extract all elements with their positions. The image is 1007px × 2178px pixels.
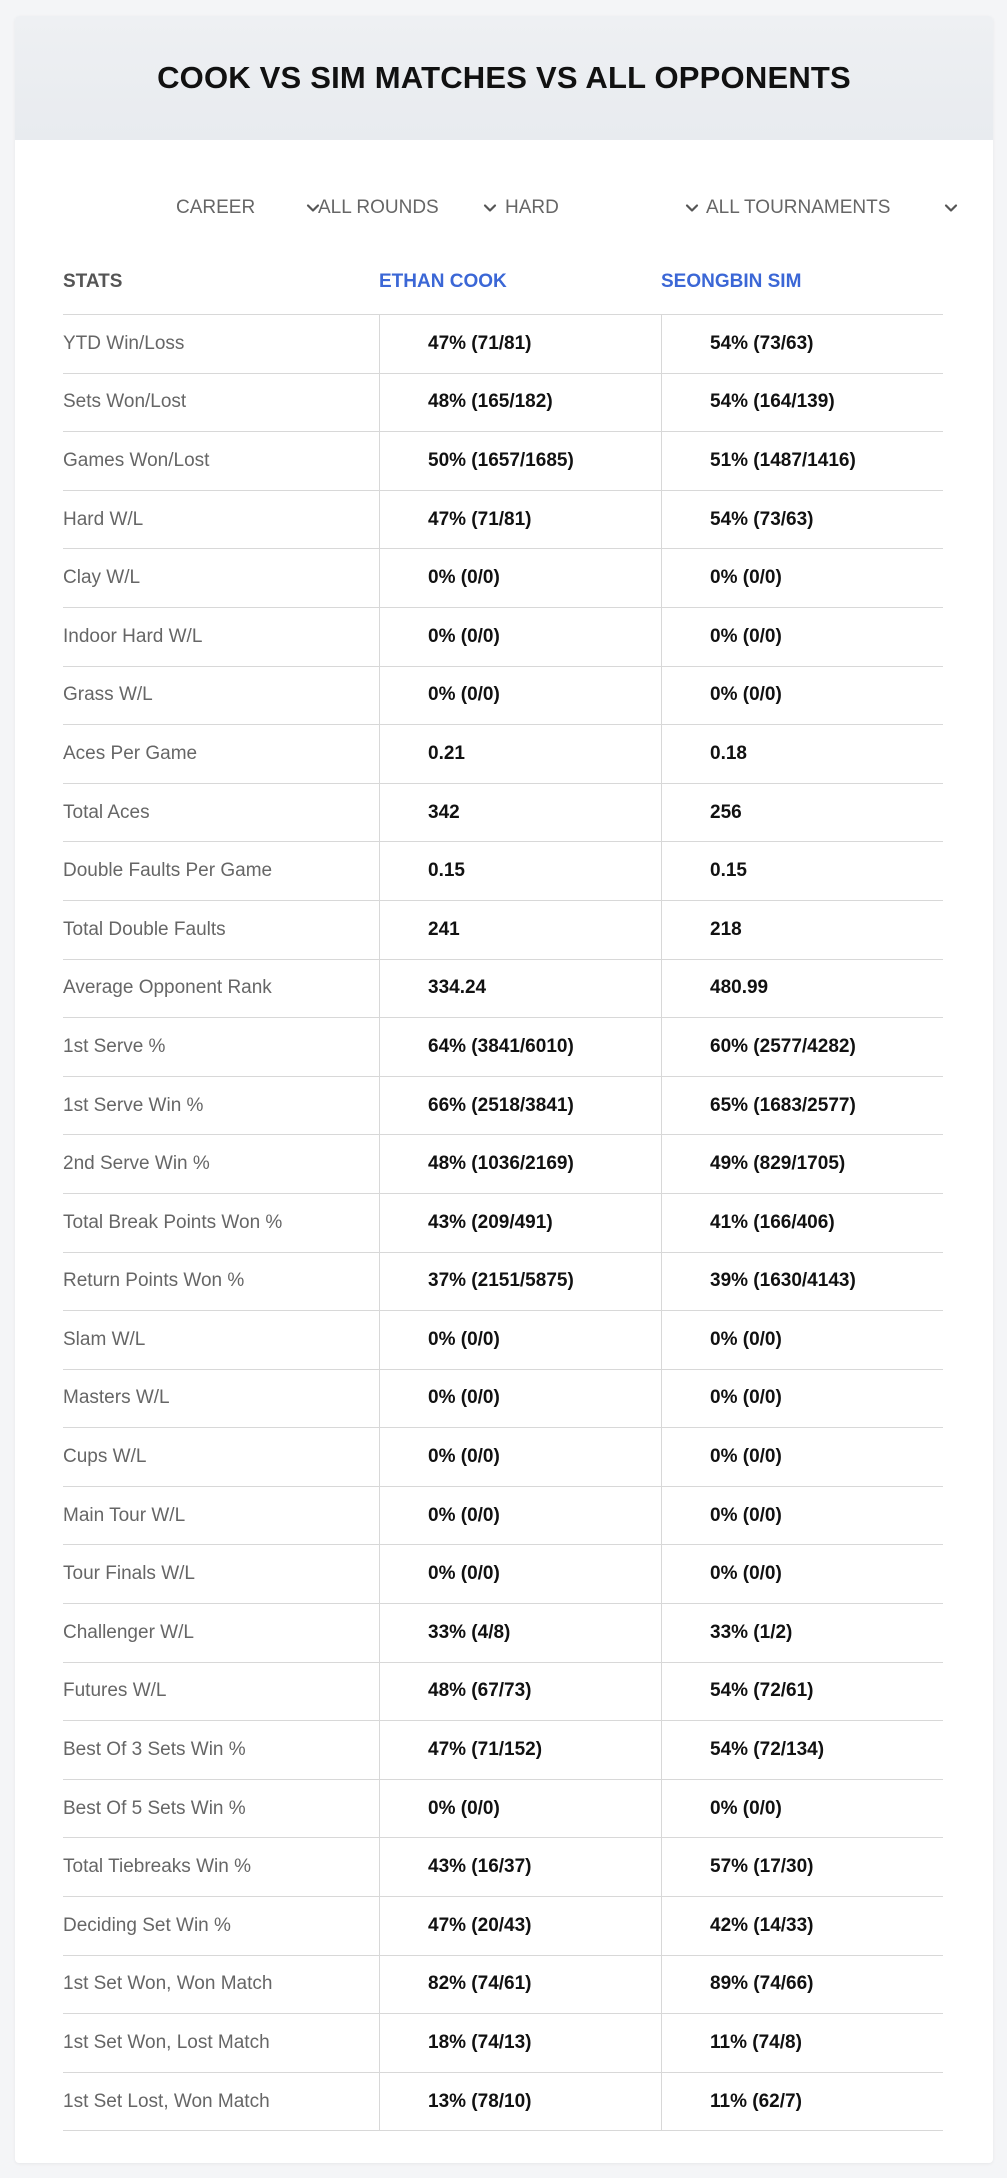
stat-label: 1st Set Won, Won Match xyxy=(63,1973,273,1995)
player2-value: 54% (72/134) xyxy=(661,1721,943,1779)
table-row xyxy=(63,315,943,374)
table-row xyxy=(63,1545,943,1604)
stat-label: 1st Serve % xyxy=(63,1035,166,1057)
player2-value: 0% (0/0) xyxy=(661,1428,943,1486)
player1-value: 43% (209/491) xyxy=(379,1194,661,1252)
rounds-select-value: ALL ROUNDS xyxy=(318,197,439,218)
table-row xyxy=(63,1780,943,1839)
player2-value: 0% (0/0) xyxy=(661,667,943,725)
stat-label: 1st Set Won, Lost Match xyxy=(63,2032,270,2054)
table-row xyxy=(63,491,943,550)
stat-label: Total Break Points Won % xyxy=(63,1211,283,1233)
stat-label: YTD Win/Loss xyxy=(63,332,185,354)
player2-value: 54% (73/63) xyxy=(661,491,943,549)
player1-value: 13% (78/10) xyxy=(379,2073,661,2131)
player2-link[interactable]: SEONGBIN SIM xyxy=(661,270,802,292)
player2-value: 65% (1683/2577) xyxy=(661,1077,943,1135)
page-header xyxy=(15,16,993,140)
player1-value: 342 xyxy=(379,784,661,842)
stat-label: Grass W/L xyxy=(63,684,153,706)
table-row xyxy=(63,1018,943,1077)
player2-value: 0% (0/0) xyxy=(661,1370,943,1428)
player2-value: 0% (0/0) xyxy=(661,1780,943,1838)
player1-value: 0% (0/0) xyxy=(379,1780,661,1838)
table-row xyxy=(63,1604,943,1663)
player1-value: 64% (3841/6010) xyxy=(379,1018,661,1076)
surface-select-value: HARD xyxy=(505,197,559,218)
stat-label: Hard W/L xyxy=(63,508,144,530)
player1-value: 47% (71/152) xyxy=(379,1721,661,1779)
player1-value: 0.15 xyxy=(379,842,661,900)
table-row xyxy=(63,1194,943,1253)
player1-value: 0% (0/0) xyxy=(379,1311,661,1369)
table-row xyxy=(63,1897,943,1956)
stat-label: Clay W/L xyxy=(63,567,141,589)
table-row xyxy=(63,2014,943,2073)
player2-value: 54% (72/61) xyxy=(661,1663,943,1721)
tournaments-select[interactable] xyxy=(706,188,960,228)
stat-label: 2nd Serve Win % xyxy=(63,1153,210,1175)
stat-label: Average Opponent Rank xyxy=(63,977,272,999)
player1-value: 47% (20/43) xyxy=(379,1897,661,1955)
player2-value: 256 xyxy=(661,784,943,842)
player1-value: 0% (0/0) xyxy=(379,608,661,666)
stat-label: Tour Finals W/L xyxy=(63,1563,195,1585)
stat-label: Total Double Faults xyxy=(63,918,226,940)
stat-label: Return Points Won % xyxy=(63,1270,245,1292)
stat-label: Deciding Set Win % xyxy=(63,1914,231,1936)
player2-value: 33% (1/2) xyxy=(661,1604,943,1662)
player2-value: 54% (164/139) xyxy=(661,374,943,432)
stat-label: Aces Per Game xyxy=(63,742,198,764)
surface-select[interactable] xyxy=(505,188,701,228)
table-row xyxy=(63,1487,943,1546)
filter-bar xyxy=(15,188,993,228)
player2-value: 11% (62/7) xyxy=(661,2073,943,2131)
player1-value: 0% (0/0) xyxy=(379,1487,661,1545)
stat-label: Double Faults Per Game xyxy=(63,860,273,882)
table-row xyxy=(63,1077,943,1136)
stat-label: Sets Won/Lost xyxy=(63,391,187,413)
player1-value: 47% (71/81) xyxy=(379,315,661,373)
player1-value: 0% (0/0) xyxy=(379,1370,661,1428)
stats-column-header: STATS xyxy=(63,270,123,292)
player2-value: 218 xyxy=(661,901,943,959)
chevron-down-icon xyxy=(481,199,499,217)
player2-value: 0% (0/0) xyxy=(661,1311,943,1369)
chevron-down-icon xyxy=(683,199,701,217)
table-row xyxy=(63,432,943,491)
stats-table xyxy=(63,249,943,2131)
table-row xyxy=(63,549,943,608)
player1-value: 37% (2151/5875) xyxy=(379,1253,661,1311)
player2-value: 0% (0/0) xyxy=(661,549,943,607)
table-row xyxy=(63,784,943,843)
stat-label: Main Tour W/L xyxy=(63,1504,186,1526)
table-row xyxy=(63,1663,943,1722)
stat-label: Total Tiebreaks Win % xyxy=(63,1856,251,1878)
player2-value: 49% (829/1705) xyxy=(661,1135,943,1193)
table-row xyxy=(63,1135,943,1194)
player2-value: 0.18 xyxy=(661,725,943,783)
player2-value: 89% (74/66) xyxy=(661,1956,943,2014)
player1-value: 82% (74/61) xyxy=(379,1956,661,2014)
period-select-value: CAREER xyxy=(176,197,256,218)
player1-value: 0% (0/0) xyxy=(379,1545,661,1603)
stats-card xyxy=(15,16,993,2163)
stat-label: 1st Set Lost, Won Match xyxy=(63,2090,270,2112)
player2-value: 42% (14/33) xyxy=(661,1897,943,1955)
table-row xyxy=(63,1311,943,1370)
player2-value: 0% (0/0) xyxy=(661,1487,943,1545)
player1-value: 18% (74/13) xyxy=(379,2014,661,2072)
player1-value: 0.21 xyxy=(379,725,661,783)
table-row xyxy=(63,1838,943,1897)
table-row xyxy=(63,1370,943,1429)
player2-value: 480.99 xyxy=(661,960,943,1018)
page-title: COOK VS SIM MATCHES VS ALL OPPONENTS xyxy=(157,60,851,95)
player1-value: 33% (4/8) xyxy=(379,1604,661,1662)
player2-value: 57% (17/30) xyxy=(661,1838,943,1896)
player1-link[interactable]: ETHAN COOK xyxy=(379,270,507,292)
player1-value: 66% (2518/3841) xyxy=(379,1077,661,1135)
table-row xyxy=(63,842,943,901)
table-header xyxy=(63,249,943,315)
player2-value: 60% (2577/4282) xyxy=(661,1018,943,1076)
player1-value: 48% (67/73) xyxy=(379,1663,661,1721)
player2-value: 51% (1487/1416) xyxy=(661,432,943,490)
player2-value: 54% (73/63) xyxy=(661,315,943,373)
stat-label: Games Won/Lost xyxy=(63,449,210,471)
stat-label: Total Aces xyxy=(63,801,150,823)
tournaments-select-value: ALL TOURNAMENTS xyxy=(706,197,891,218)
stat-label: Challenger W/L xyxy=(63,1621,194,1643)
stat-label: Best Of 5 Sets Win % xyxy=(63,1797,246,1819)
table-row xyxy=(63,1253,943,1312)
player1-value: 43% (16/37) xyxy=(379,1838,661,1896)
stat-label: Indoor Hard W/L xyxy=(63,625,203,647)
table-row xyxy=(63,1428,943,1487)
player2-value: 41% (166/406) xyxy=(661,1194,943,1252)
table-row xyxy=(63,2073,943,2132)
player1-value: 334.24 xyxy=(379,960,661,1018)
table-row xyxy=(63,901,943,960)
player2-value: 0% (0/0) xyxy=(661,1545,943,1603)
table-row xyxy=(63,1721,943,1780)
player1-value: 0% (0/0) xyxy=(379,667,661,725)
stat-label: 1st Serve Win % xyxy=(63,1094,204,1116)
table-row xyxy=(63,725,943,784)
table-row xyxy=(63,1956,943,2015)
stat-label: Slam W/L xyxy=(63,1328,146,1350)
stat-label: Best Of 3 Sets Win % xyxy=(63,1739,246,1761)
chevron-down-icon xyxy=(942,199,960,217)
stat-label: Cups W/L xyxy=(63,1446,147,1468)
period-select[interactable] xyxy=(176,188,322,228)
player1-value: 48% (1036/2169) xyxy=(379,1135,661,1193)
stat-label: Futures W/L xyxy=(63,1680,167,1702)
stat-label: Masters W/L xyxy=(63,1387,170,1409)
player2-value: 39% (1630/4143) xyxy=(661,1253,943,1311)
player2-value: 0% (0/0) xyxy=(661,608,943,666)
player1-value: 50% (1657/1685) xyxy=(379,432,661,490)
player2-value: 0.15 xyxy=(661,842,943,900)
table-row xyxy=(63,667,943,726)
player1-value: 47% (71/81) xyxy=(379,491,661,549)
player1-value: 0% (0/0) xyxy=(379,1428,661,1486)
player1-value: 48% (165/182) xyxy=(379,374,661,432)
table-row xyxy=(63,960,943,1019)
table-row xyxy=(63,608,943,667)
player1-value: 0% (0/0) xyxy=(379,549,661,607)
table-row xyxy=(63,374,943,433)
rounds-select[interactable] xyxy=(318,188,499,228)
player1-value: 241 xyxy=(379,901,661,959)
player2-value: 11% (74/8) xyxy=(661,2014,943,2072)
table-body xyxy=(63,315,943,2131)
